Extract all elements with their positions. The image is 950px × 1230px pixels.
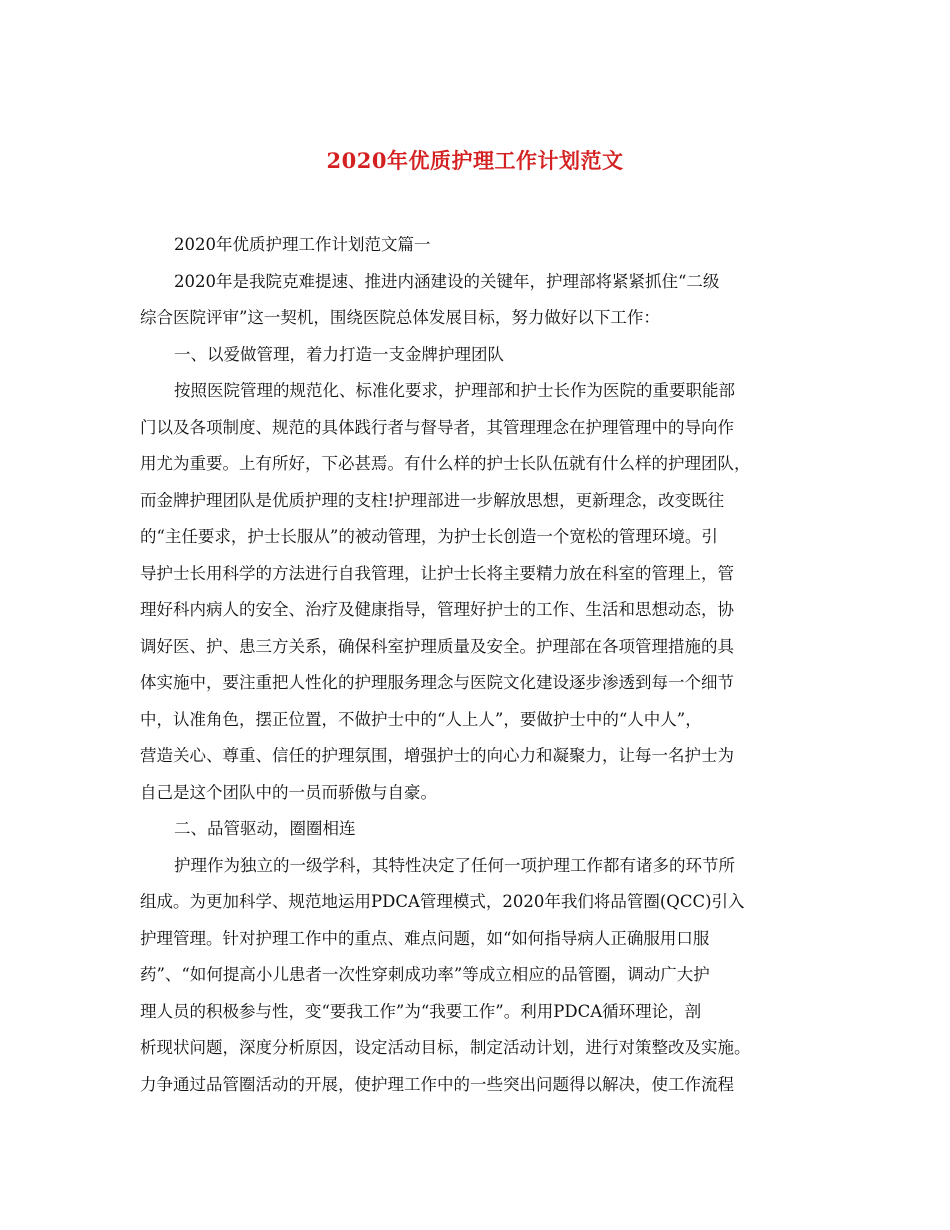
text-line: 用尤为重要。上有所好，下必甚焉。有什么样的护士长队伍就有什么样的护理团队， — [140, 454, 751, 473]
text-line: 理人员的积极参与性，变“要我工作”为“我要工作”。利用PDCA循环理论，剖 — [140, 1001, 702, 1021]
text-line: 护理管理。针对护理工作中的重点、难点问题，如“如何指导病人正确服用口服 — [140, 928, 710, 948]
text-line: 调好医、护、患三方关系，确保科室护理质量及安全。护理部在各项管理措施的具 — [140, 636, 734, 656]
text-line: 2020年优质护理工作计划范文篇一 — [174, 235, 431, 254]
text-line: 导护士长用科学的方法进行自我管理，让护士长将主要精力放在科室的管理上，管 — [140, 563, 734, 583]
text-line: 一、以爱做管理，着力打造一支金牌护理团队 — [174, 344, 504, 364]
text-line: 门以及各项制度、规范的具体践行者与督导者，其管理理念在护理管理中的导向作 — [140, 417, 734, 437]
text-line: 理好科内病人的安全、治疗及健康指导，管理好护士的工作、生活和思想动态，协 — [140, 600, 734, 619]
text-line: 中，认准角色，摆正位置，不做护士中的“人上人”，要做护士中的“人中人”， — [140, 709, 702, 729]
document-body — [140, 227, 820, 1103]
text-line: 析现状问题，深度分析原因，设定活动目标，制定活动计划，进行对策整改及实施。 — [140, 1038, 751, 1057]
text-line: 组成。为更加科学、规范地运用PDCA管理模式，2020年我们将品管圈(QCC)引入 — [140, 892, 745, 911]
text-line: 力争通过品管圈活动的开展，使护理工作中的一些突出问题得以解决，使工作流程 — [140, 1074, 734, 1094]
text-line: 而金牌护理团队是优质护理的支柱!护理部进一步解放思想，更新理念，改变既往 — [140, 490, 725, 510]
text-line: 的“主任要求，护士长服从”的被动管理，为护士长创造一个宽松的管理环境。引 — [140, 527, 718, 546]
document-title: 2020年优质护理工作计划范文 — [326, 148, 624, 173]
text-line: 综合医院评审”这一契机，围绕医院总体发展目标，努力做好以下工作： — [140, 308, 660, 327]
text-line: 营造关心、尊重、信任的护理氛围，增强护士的向心力和凝聚力，让每一名护士为 — [140, 746, 734, 765]
text-line: 二、品管驱动，圈圈相连 — [174, 819, 356, 838]
text-line: 按照医院管理的规范化、标准化要求，护理部和护士长作为医院的重要职能部 — [174, 381, 735, 400]
text-line: 药”、“如何提高小儿患者一次性穿刺成功率”等成立相应的品管圈，调动广大护 — [140, 965, 710, 984]
text-line: 自己是这个团队中的一员而骄傲与自豪。 — [140, 782, 437, 802]
text-line: 护理作为独立的一级学科，其特性决定了任何一项护理工作都有诸多的环节所 — [174, 855, 735, 875]
text-line: 体实施中，要注重把人性化的护理服务理念与医院文化建设逐步渗透到每一个细节 — [140, 673, 734, 692]
text-line: 2020年是我院克难提速、推进内涵建设的关键年，护理部将紧紧抓住“二级 — [174, 271, 720, 291]
